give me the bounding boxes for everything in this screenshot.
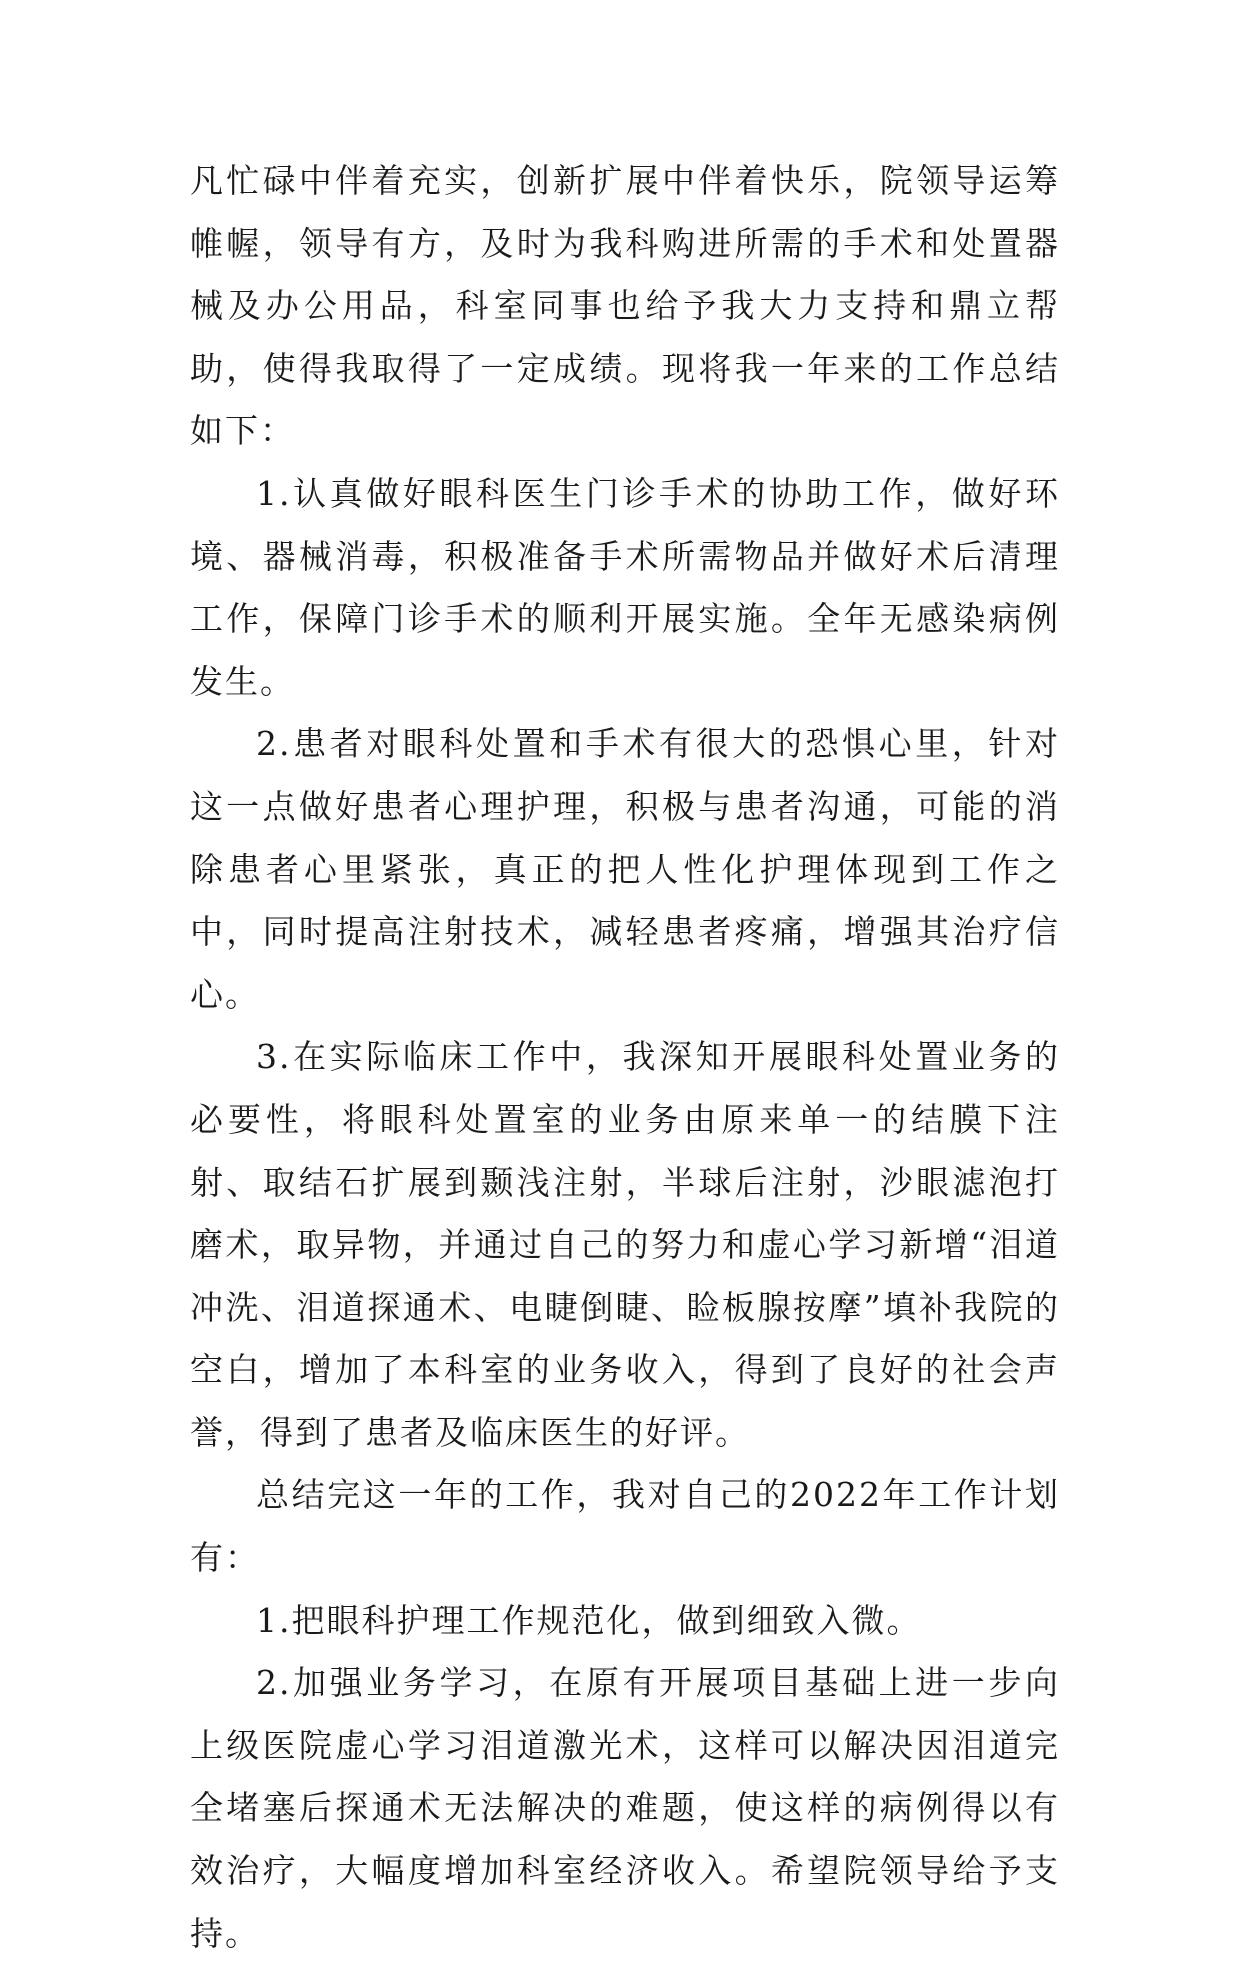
paragraph-item-3: 3.在实际临床工作中，我深知开展眼科处置业务的必要性，将眼科处置室的业务由原来单一的结膜下注射、取结石扩展到颞浅注射，半球后注射，沙眼滤泡打磨术，取异物，并通过自己的努力和虚心学习新增“泪道冲洗、泪道探通术、电睫倒睫、睑板腺按摩”填补我院的空白，增加了本科室的业务收入，得到了良好的社会声誉，得到了患者及临床医生的好评。 (190, 1037, 1060, 1452)
paragraph-plan-intro: 总结完这一年的工作，我对自己的2022年工作计划有： (190, 1475, 1060, 1578)
paragraph-plan-item-1: 1.把眼科护理工作规范化，做到细致入微。 (256, 1600, 922, 1640)
paragraph-intro-continued: 凡忙碌中伴着充实，创新扩展中伴着快乐，院领导运筹帷幄，领导有方，及时为我科购进所需的手术和处置器械及办公用品，科室同事也给予我大力支持和鼎立帮助，使得我取得了一定成绩。现将我一年来的工作总结如下： (190, 161, 1060, 451)
paragraph-plan-item-2: 2.加强业务学习，在原有开展项目基础上进一步向上级医院虚心学习泪道激光术，这样可以解决因泪道完全堵塞后探通术无法解决的难题，使这样的病例得以有效治疗，大幅度增加科室经济收入。希望院领导给予支持。 (190, 1663, 1060, 1953)
document-body (190, 150, 1060, 1965)
paragraph-item-2: 2.患者对眼科处置和手术有很大的恐惧心里，针对这一点做好患者心理护理，积极与患者沟通，可能的消除患者心里紧张，真正的把人性化护理体现到工作之中，同时提高注射技术，减轻患者疼痛，增强其治疗信心。 (190, 724, 1060, 1014)
paragraph-item-1: 1.认真做好眼科医生门诊手术的协助工作，做好环境、器械消毒，积极准备手术所需物品并做好术后清理工作，保障门诊手术的顺利开展实施。全年无感染病例发生。 (190, 473, 1060, 701)
